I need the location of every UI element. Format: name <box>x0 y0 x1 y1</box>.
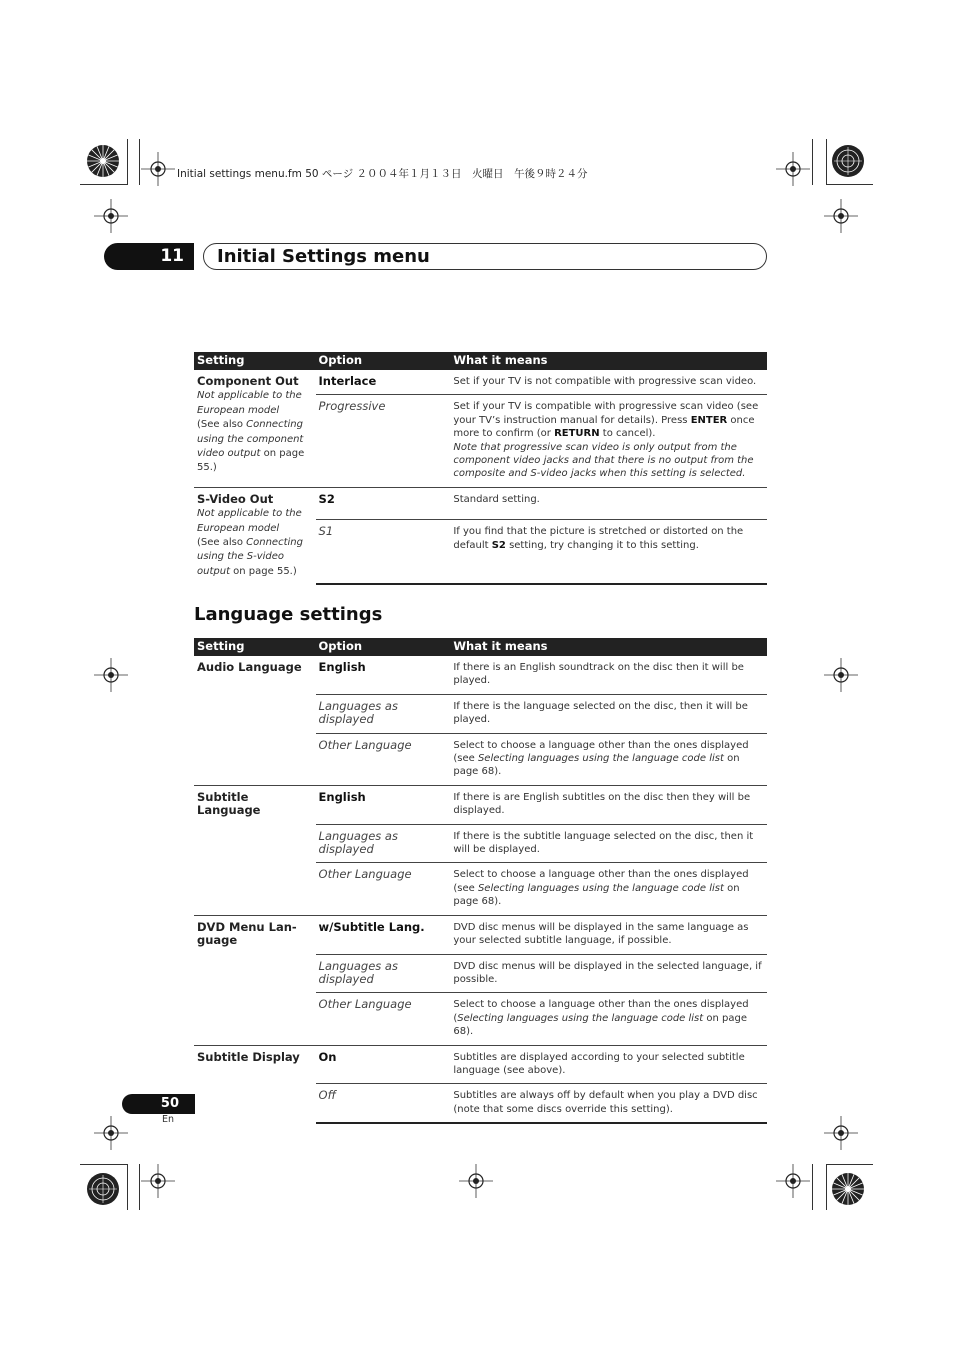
setting-name: Subtitle Display <box>197 1049 300 1064</box>
setting-name: Audio Language <box>197 660 302 674</box>
chapter-title: Initial Settings menu <box>203 243 767 270</box>
meaning-cell: Subtitles are displayed according to your selected subtitle language (see above). <box>450 1045 767 1084</box>
header-setting: Setting <box>194 352 316 370</box>
page-number: 50 <box>122 1094 195 1114</box>
meaning-cell: DVD disc menus will be displayed in the same language as your selected subtitle language, if possible. <box>450 915 767 954</box>
registration-mark-icon <box>94 1116 128 1150</box>
setting-cell <box>194 656 316 785</box>
table-row <box>194 1045 767 1084</box>
table-row <box>194 915 767 954</box>
chapter-number: 11 <box>104 243 194 270</box>
setting-name: S-Video Out <box>197 491 274 506</box>
option-cell: English <box>318 660 366 674</box>
option-cell: Progressive <box>316 395 451 487</box>
meaning-cell: If you find that the picture is stretched or distorted on the default S2 setting, try changing it to this setting. <box>450 520 767 585</box>
option-cell: Languages as displayed <box>316 694 451 733</box>
meaning-cell: Select to choose a language other than the ones displayed (see Selecting languages using the language code list on page 68). <box>450 733 767 785</box>
option-cell: w/Subtitle Lang. <box>316 915 451 954</box>
header-option: Option <box>316 638 451 656</box>
setting-cell <box>194 487 316 584</box>
meaning-cell: If there is are English subtitles on the disc then they will be displayed. <box>450 785 767 824</box>
table-row <box>194 785 767 824</box>
meaning-cell: Set if your TV is not compatible with progressive scan video. <box>453 376 757 387</box>
table-row <box>194 656 767 694</box>
registration-mark-icon <box>776 1164 810 1198</box>
option-cell: Other Language <box>316 863 451 915</box>
registration-mark-icon <box>459 1164 493 1198</box>
header-setting: Setting <box>194 638 316 656</box>
registration-mark-icon <box>776 152 810 186</box>
option-cell: On <box>316 1045 451 1084</box>
meaning-cell: If there is an English soundtrack on the disc then it will be played. <box>453 662 744 687</box>
table-header-row <box>194 352 767 370</box>
starburst-mark-icon <box>86 1172 120 1206</box>
setting-name: Subtitle Language <box>197 789 261 818</box>
option-cell: Other Language <box>316 993 451 1045</box>
video-settings-table <box>194 352 767 585</box>
option-cell: Other Language <box>316 733 451 785</box>
starburst-mark-icon <box>86 144 120 178</box>
meaning-cell: If there is the subtitle language selected on the disc, then it will be displayed. <box>450 824 767 863</box>
option-cell: S1 <box>316 520 451 585</box>
table-row <box>194 370 767 395</box>
meaning-cell: Set if your TV is compatible with progressive scan video (see your TV’s instruction manual for details). Press ENTER once more to confirm (or RETURN to cancel). Note that progressive scan video is only output from the component video jacks and that there is no output from the composite and S-video jacks when this setting is selected. <box>450 395 767 487</box>
setting-name: Component Out <box>197 374 299 388</box>
option-cell: Off <box>316 1084 451 1123</box>
meaning-cell: DVD disc menus will be displayed in the selected language, if possible. <box>450 954 767 993</box>
meaning-cell: If there is the language selected on the disc, then it will be played. <box>450 694 767 733</box>
setting-cell <box>194 915 316 1045</box>
setting-note: Not applicable to the European model (See also Connecting using the component video output on page 55.) <box>197 390 305 474</box>
registration-mark-icon <box>824 658 858 692</box>
meaning-cell: Select to choose a language other than the ones displayed (see Selecting languages using the language code list on page 68). <box>450 863 767 915</box>
registration-mark-icon <box>824 199 858 233</box>
registration-mark-icon <box>141 1164 175 1198</box>
option-cell: Interlace <box>318 374 377 388</box>
setting-cell <box>194 370 316 487</box>
registration-mark-icon <box>94 658 128 692</box>
option-cell: English <box>316 785 451 824</box>
meaning-cell: Subtitles are always off by default when you play a DVD disc (note that some discs override this setting). <box>450 1084 767 1123</box>
section-title: Language settings <box>194 604 383 625</box>
meaning-cell: Standard setting. <box>450 487 767 519</box>
setting-cell <box>194 785 316 915</box>
registration-mark-icon <box>141 152 175 186</box>
table-row <box>194 487 767 519</box>
setting-cell <box>194 1045 316 1123</box>
registration-mark-icon <box>824 1116 858 1150</box>
file-info: Initial settings menu.fm 50 ページ ２００４年１月１３日 火曜日 午後９時２４分 <box>177 168 588 180</box>
table-header-row <box>194 638 767 656</box>
header-meaning: What it means <box>450 638 767 656</box>
header-meaning: What it means <box>450 352 767 370</box>
starburst-mark-icon <box>831 1172 865 1206</box>
option-cell: Languages as displayed <box>316 954 451 993</box>
setting-note: Not applicable to the European model (See also Connecting using the S-video output on page 55.) <box>197 508 303 577</box>
header-option: Option <box>316 352 451 370</box>
option-cell: Languages as displayed <box>316 824 451 863</box>
page-language: En <box>162 1114 175 1125</box>
meaning-cell: Select to choose a language other than the ones displayed (Selecting languages using the language code list on page 68). <box>450 993 767 1045</box>
option-cell: S2 <box>316 487 451 519</box>
starburst-mark-icon <box>831 144 865 178</box>
registration-mark-icon <box>94 199 128 233</box>
language-settings-table <box>194 638 767 1124</box>
setting-name: DVD Menu Lan-guage <box>197 919 297 948</box>
